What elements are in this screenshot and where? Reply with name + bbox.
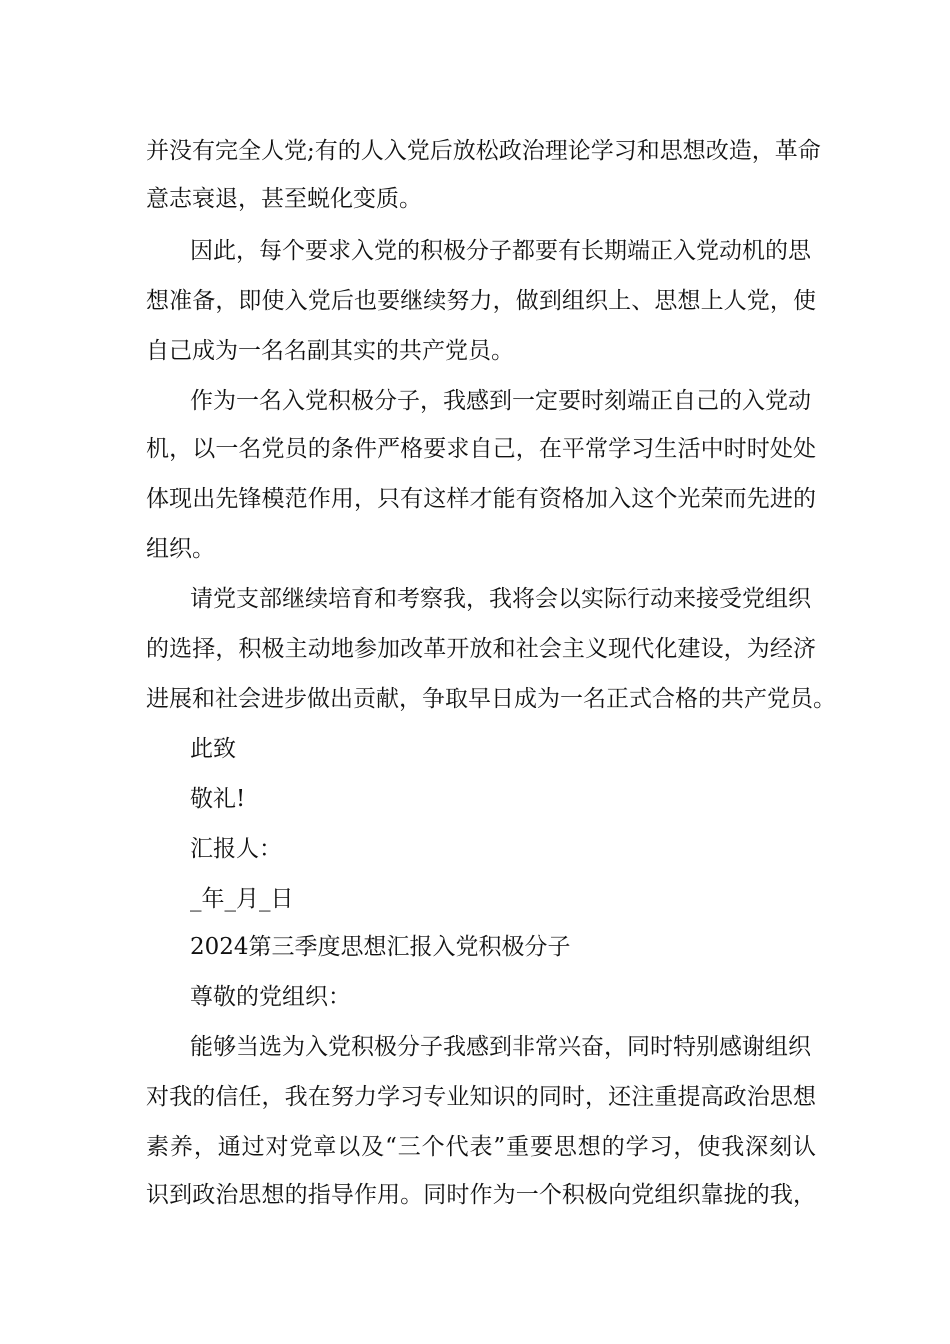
paragraph-line: 并没有完全人党;有的人入党后放松政治理论学习和思想改造，革命 — [146, 138, 821, 164]
paragraph-line: 请党支部继续培育和考察我，我将会以实际行动来接受党组织 — [190, 586, 811, 612]
paragraph-line: 的选择，积极主动地参加改革开放和社会主义现代化建设，为经济 — [146, 636, 816, 662]
paragraph-line: 识到政治思想的指导作用。同时作为一个积极向党组织靠拢的我， — [146, 1182, 816, 1208]
paragraph-line: 能够当选为入党积极分子我感到非常兴奋，同时特别感谢组织 — [190, 1034, 811, 1060]
paragraph-line: 对我的信任，我在努力学习专业知识的同时，还注重提高政治思想 — [146, 1084, 816, 1110]
section-title: 2024第三季度思想汇报入党积极分子 — [190, 934, 571, 960]
paragraph-line: 体现出先锋模范作用，只有这样才能有资格加入这个光荣而先进的 — [146, 486, 816, 512]
paragraph-line: 自己成为一名名副其实的共产党员。 — [146, 338, 514, 364]
paragraph-line: 机，以一名党员的条件严格要求自己，在平常学习生活中时时处处 — [146, 436, 816, 462]
closing-salutation: 此致 — [190, 736, 236, 762]
closing-regards: 敬礼! — [190, 786, 246, 812]
paragraph-line: 组织。 — [146, 536, 215, 562]
paragraph-line: 因此，每个要求入党的积极分子都要有长期端正入党动机的思 — [190, 238, 811, 264]
paragraph-line: 作为一名入党积极分子，我感到一定要时刻端正自己的入党动 — [190, 388, 811, 414]
date-line: _年_月_日 — [190, 886, 294, 912]
paragraph-line: 想准备，即使入党后也要继续努力，做到组织上、思想上人党，使 — [146, 288, 816, 314]
paragraph-line: 素养，通过对党章以及“三个代表”重要思想的学习，使我深刻认 — [146, 1134, 816, 1160]
paragraph-line: 意志衰退，甚至蜕化变质。 — [146, 186, 422, 212]
greeting: 尊敬的党组织： — [190, 984, 351, 1010]
reporter-label: 汇报人： — [190, 836, 282, 862]
paragraph-line: 进展和社会进步做出贡献，争取早日成为一名正式合格的共产党员。 — [146, 686, 836, 712]
